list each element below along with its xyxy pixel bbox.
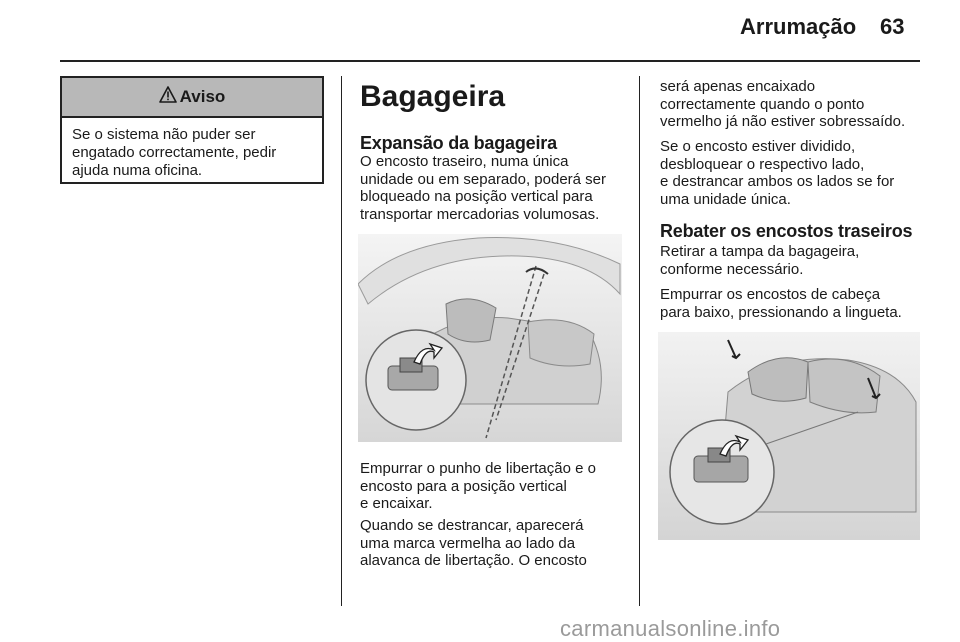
warning-line: engatado correctamente, pedir — [72, 144, 277, 161]
warning-line: ajuda numa oficina. — [72, 162, 203, 179]
text-line: uma unidade única. — [660, 190, 791, 208]
text-line: Se o encosto estiver dividido, — [660, 138, 856, 155]
warning-heading-text: Aviso — [179, 87, 226, 106]
text-line: bloqueado na posição vertical para — [360, 188, 593, 205]
text-line: conforme necessário. — [660, 260, 804, 278]
text-line: encosto para a posição vertical — [360, 477, 567, 495]
warning-box — [60, 76, 324, 184]
text-line: unidade ou em separado, poderá ser — [360, 170, 607, 188]
text-line: para baixo, pressionando a lingueta. — [660, 303, 902, 321]
paragraph-continued — [660, 78, 905, 131]
text-line: e destrancar ambos os lados se for — [660, 173, 895, 190]
text-line: correctamente quando o ponto — [660, 95, 865, 113]
text-line: uma marca vermelha ao lado da — [360, 534, 576, 552]
paragraph-split-seat — [660, 138, 894, 208]
paragraph-push-handle — [360, 460, 596, 513]
seatback-upright-illustration — [358, 234, 622, 442]
warning-line: Se o sistema não puder ser — [72, 126, 256, 143]
warning-body — [62, 118, 322, 180]
text-line: será apenas encaixado — [660, 78, 816, 95]
column-divider-right — [639, 76, 640, 606]
text-line: desbloquear o respectivo lado, — [660, 155, 865, 173]
paragraph-unlock-mark — [360, 517, 587, 570]
text-line: transportar mercadorias volumosas. — [360, 205, 600, 223]
paragraph-push-headrests — [660, 286, 902, 321]
warning-heading — [62, 78, 322, 118]
column-divider-left — [341, 76, 342, 606]
text-line: vermelho já não estiver sobressaído. — [660, 113, 906, 130]
text-line: e encaixar. — [360, 495, 433, 512]
footer-watermark: carmanualsonline.info — [560, 616, 781, 641]
subheading-fold-seats: Rebater os encostos traseiros — [660, 221, 913, 241]
text-line: Empurrar o punho de libertação e o — [360, 460, 596, 477]
warning-triangle-icon — [159, 86, 180, 108]
page-number: 63 — [880, 14, 905, 39]
text-line: Quando se destrancar, aparecerá — [360, 517, 584, 534]
running-header-title: Arrumação — [740, 14, 857, 39]
headrest-fold-illustration — [658, 332, 920, 540]
text-line: Empurrar os encostos de cabeça — [660, 286, 881, 303]
header-rule — [60, 60, 920, 62]
text-line: Retirar a tampa da bagageira, — [660, 243, 860, 260]
paragraph-remove-cover — [660, 243, 859, 278]
subheading-expansion: Expansão da bagageira — [360, 133, 557, 153]
text-line: O encosto traseiro, numa única — [360, 153, 569, 170]
section-title: Bagageira — [360, 80, 506, 113]
text-line: alavanca de libertação. O encosto — [360, 552, 587, 569]
paragraph-intro — [360, 153, 606, 223]
